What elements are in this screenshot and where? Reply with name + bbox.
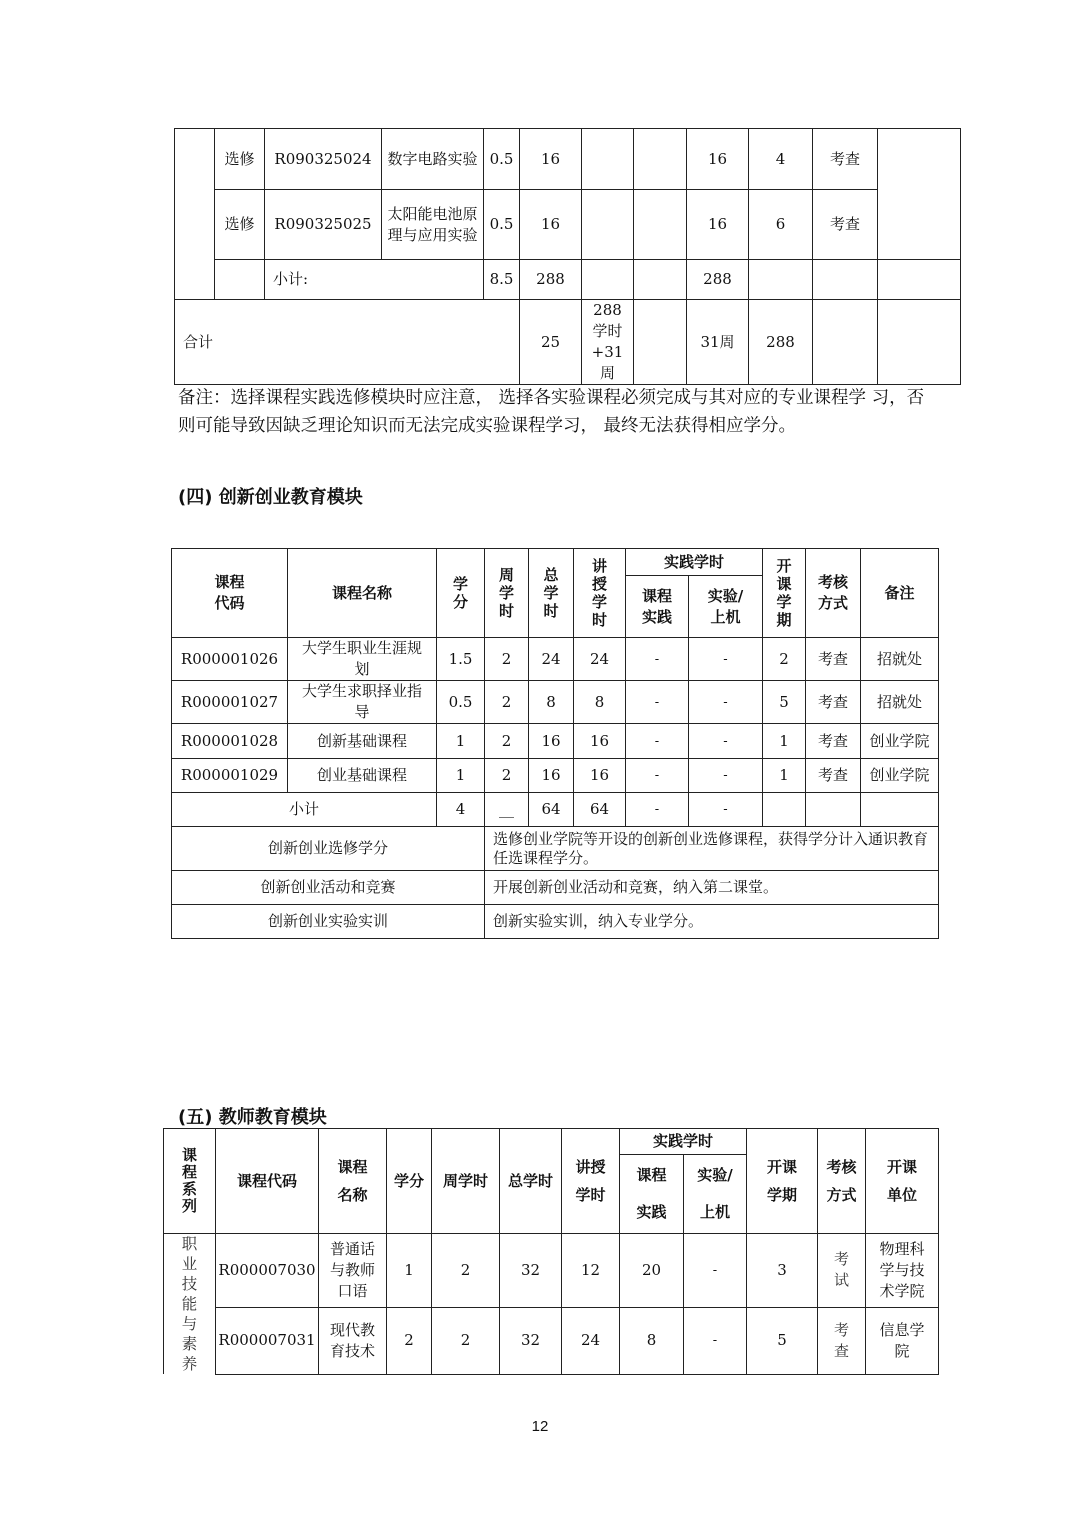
course-lab: - xyxy=(689,724,763,759)
header-name: 课程名称 xyxy=(319,1129,387,1234)
course-credit: 1 xyxy=(437,724,485,759)
table-row xyxy=(172,759,939,793)
total-weeks: 31周 xyxy=(687,300,749,385)
course-lecture: 8 xyxy=(574,681,626,724)
subtotal-practice: - xyxy=(626,793,689,827)
course-code: R000007030 xyxy=(216,1234,319,1308)
extra-label: 创新创业活动和竞赛 xyxy=(172,871,485,905)
header-lecture: 讲授学时 xyxy=(574,549,626,638)
subtotal-label: 小计: xyxy=(265,260,484,300)
course-term: 6 xyxy=(749,190,813,260)
course-credit: 2 xyxy=(387,1307,432,1374)
teacher-education-table xyxy=(163,1128,939,1375)
course-col-a xyxy=(582,129,634,190)
course-code: R000001027 xyxy=(172,681,288,724)
course-total: 16 xyxy=(529,724,574,759)
course-name: 创业基础课程 xyxy=(288,759,437,793)
course-lecture: 16 xyxy=(574,724,626,759)
header-practice: 实践学时 xyxy=(620,1129,747,1155)
header-practice: 实践学时 xyxy=(626,549,763,576)
course-total: 32 xyxy=(500,1307,562,1374)
course-code: R090325025 xyxy=(265,190,382,260)
header-code: 课程代码 xyxy=(172,549,288,638)
subtotal-lab: 288 xyxy=(687,260,749,300)
course-credit: 0.5 xyxy=(484,129,520,190)
extra-desc: 创新实验实训，纳入专业学分。 xyxy=(485,905,939,939)
extra-desc: 选修创业学院等开设的创新创业选修课程，获得学分计入通识教育任选课程学分。 xyxy=(485,827,939,871)
header-row xyxy=(172,549,939,576)
subtotal-row xyxy=(175,260,961,300)
subtotal-label: 小计 xyxy=(172,793,437,827)
course-code: R000001026 xyxy=(172,638,288,681)
section5-title: (五) 教师教育模块 xyxy=(178,1107,327,1128)
total-credit: 25 xyxy=(520,300,582,385)
course-code: R000001028 xyxy=(172,724,288,759)
course-weekly: 2 xyxy=(485,681,529,724)
course-lecture: 24 xyxy=(562,1307,620,1374)
header-lab: 实验/上机 xyxy=(684,1155,747,1234)
course-lab: - xyxy=(684,1234,747,1308)
course-term: 5 xyxy=(747,1307,818,1374)
course-lecture: 24 xyxy=(574,638,626,681)
section4-title: (四) 创新创业教育模块 xyxy=(178,487,363,508)
course-assess: 考查 xyxy=(813,129,878,190)
header-term: 开课学期 xyxy=(747,1129,818,1234)
course-total: 8 xyxy=(529,681,574,724)
header-assess: 考核方式 xyxy=(806,549,861,638)
course-total: 32 xyxy=(500,1234,562,1308)
subtotal-credit: 8.5 xyxy=(484,260,520,300)
extra-label: 创新创业选修学分 xyxy=(172,827,485,871)
course-remark: 招就处 xyxy=(861,638,939,681)
header-assess: 考核方式 xyxy=(818,1129,866,1234)
blank-cell xyxy=(878,190,961,260)
header-remark: 备注 xyxy=(861,549,939,638)
course-code: R090325024 xyxy=(265,129,382,190)
course-unit: 物理科学与技术学院 xyxy=(866,1234,939,1308)
note-text: 备注：选择课程实践选修模块时应注意， 选择各实验课程必须完成与其对应的专业课程学 习，否则可能导致因缺乏理论知识而无法完成实验课程学习， 最终无法获得相应学分。 xyxy=(178,388,925,436)
header-row xyxy=(164,1129,939,1155)
course-term: 2 xyxy=(763,638,806,681)
total-hours: 288 学时+31 周 xyxy=(582,300,634,385)
table-row xyxy=(172,638,939,681)
subtotal-lecture: 64 xyxy=(574,793,626,827)
header-credit: 学分 xyxy=(387,1129,432,1234)
course-name: 太阳能电池原理与应用实验 xyxy=(382,190,484,260)
course-assess: 考试 xyxy=(818,1234,866,1308)
course-weekly: 2 xyxy=(432,1234,500,1308)
innovation-table xyxy=(171,548,939,939)
extra-row xyxy=(172,827,939,871)
course-code: R000007031 xyxy=(216,1307,319,1374)
course-name: 现代教育技术 xyxy=(319,1307,387,1374)
course-weekly: 2 xyxy=(485,759,529,793)
course-term: 1 xyxy=(763,724,806,759)
extra-row xyxy=(172,871,939,905)
course-weekly: 2 xyxy=(485,638,529,681)
course-name: 大学生职业生涯规划 xyxy=(288,638,437,681)
subtotal-row xyxy=(172,793,939,827)
course-term: 3 xyxy=(747,1234,818,1308)
subtotal-weekly: __ xyxy=(485,793,529,827)
course-practice: 8 xyxy=(620,1307,684,1374)
course-practice: - xyxy=(626,681,689,724)
course-credit: 0.5 xyxy=(437,681,485,724)
course-weekly: 2 xyxy=(432,1307,500,1374)
course-lecture: 12 xyxy=(562,1234,620,1308)
course-credit: 1 xyxy=(387,1234,432,1308)
table-row xyxy=(175,129,961,190)
subtotal-lab: - xyxy=(689,793,763,827)
course-practice: 20 xyxy=(620,1234,684,1308)
course-assess: 考查 xyxy=(818,1307,866,1374)
header-total: 总学时 xyxy=(500,1129,562,1234)
course-remark: 招就处 xyxy=(861,681,939,724)
course-code: R000001029 xyxy=(172,759,288,793)
course-lab: - xyxy=(684,1307,747,1374)
course-remark: 创业学院 xyxy=(861,724,939,759)
course-lab: - xyxy=(689,759,763,793)
header-course-practice: 课程实践 xyxy=(626,576,689,638)
course-lab-hours: 16 xyxy=(687,129,749,190)
course-lab: - xyxy=(689,681,763,724)
extra-row xyxy=(172,905,939,939)
course-term: 1 xyxy=(763,759,806,793)
subtotal-total: 64 xyxy=(529,793,574,827)
blank-cell xyxy=(878,129,961,190)
course-name: 大学生求职择业指导 xyxy=(288,681,437,724)
course-lab: - xyxy=(689,638,763,681)
category-cell xyxy=(175,129,215,300)
course-credit: 1.5 xyxy=(437,638,485,681)
course-assess: 考查 xyxy=(806,681,861,724)
header-lecture: 讲授学时 xyxy=(562,1129,620,1234)
blank-cell xyxy=(215,260,265,300)
header-code: 课程代码 xyxy=(216,1129,319,1234)
series-label: 职业技能与素养 xyxy=(164,1234,216,1375)
course-practice: - xyxy=(626,724,689,759)
table-row xyxy=(172,681,939,724)
course-term: 5 xyxy=(763,681,806,724)
course-unit: 信息学院 xyxy=(866,1307,939,1374)
course-assess: 考查 xyxy=(806,638,861,681)
course-col-a xyxy=(582,190,634,260)
table-row xyxy=(164,1307,939,1374)
course-remark: 创业学院 xyxy=(861,759,939,793)
total-row xyxy=(175,300,961,385)
header-name: 课程名称 xyxy=(288,549,437,638)
course-assess: 考查 xyxy=(806,724,861,759)
header-weekly: 周学时 xyxy=(432,1129,500,1234)
course-credit: 0.5 xyxy=(484,190,520,260)
header-credit: 学分 xyxy=(437,549,485,638)
course-practice: - xyxy=(626,759,689,793)
course-name: 数字电路实验 xyxy=(382,129,484,190)
course-weekly: 2 xyxy=(485,724,529,759)
course-assess: 考查 xyxy=(806,759,861,793)
course-name: 普通话与教师口语 xyxy=(319,1234,387,1308)
course-name: 创新基础课程 xyxy=(288,724,437,759)
practice-module-table xyxy=(174,128,961,385)
header-series: 课程系列 xyxy=(164,1129,216,1234)
extra-label: 创新创业实验实训 xyxy=(172,905,485,939)
course-practice: - xyxy=(626,638,689,681)
page-number: 12 xyxy=(531,1418,549,1435)
subtotal-total: 288 xyxy=(520,260,582,300)
course-lab-hours: 16 xyxy=(687,190,749,260)
course-type: 选修 xyxy=(215,190,265,260)
course-total: 16 xyxy=(529,759,574,793)
header-weekly: 周学时 xyxy=(485,549,529,638)
course-assess: 考查 xyxy=(813,190,878,260)
table-row xyxy=(164,1234,939,1308)
header-total: 总学时 xyxy=(529,549,574,638)
header-term: 开课学期 xyxy=(763,549,806,638)
header-course-practice: 课程实践 xyxy=(620,1155,684,1234)
course-type: 选修 xyxy=(215,129,265,190)
course-total-hours: 16 xyxy=(520,129,582,190)
course-total: 24 xyxy=(529,638,574,681)
total-label: 合计 xyxy=(175,300,520,385)
course-term: 4 xyxy=(749,129,813,190)
course-col-b xyxy=(634,190,687,260)
total-lab: 288 xyxy=(749,300,813,385)
extra-desc: 开展创新创业活动和竞赛，纳入第二课堂。 xyxy=(485,871,939,905)
course-col-b xyxy=(634,129,687,190)
table-row xyxy=(172,724,939,759)
course-lecture: 16 xyxy=(574,759,626,793)
course-credit: 1 xyxy=(437,759,485,793)
table-row xyxy=(175,190,961,260)
header-unit: 开课单位 xyxy=(866,1129,939,1234)
subtotal-credit: 4 xyxy=(437,793,485,827)
course-total-hours: 16 xyxy=(520,190,582,260)
header-lab: 实验/上机 xyxy=(689,576,763,638)
